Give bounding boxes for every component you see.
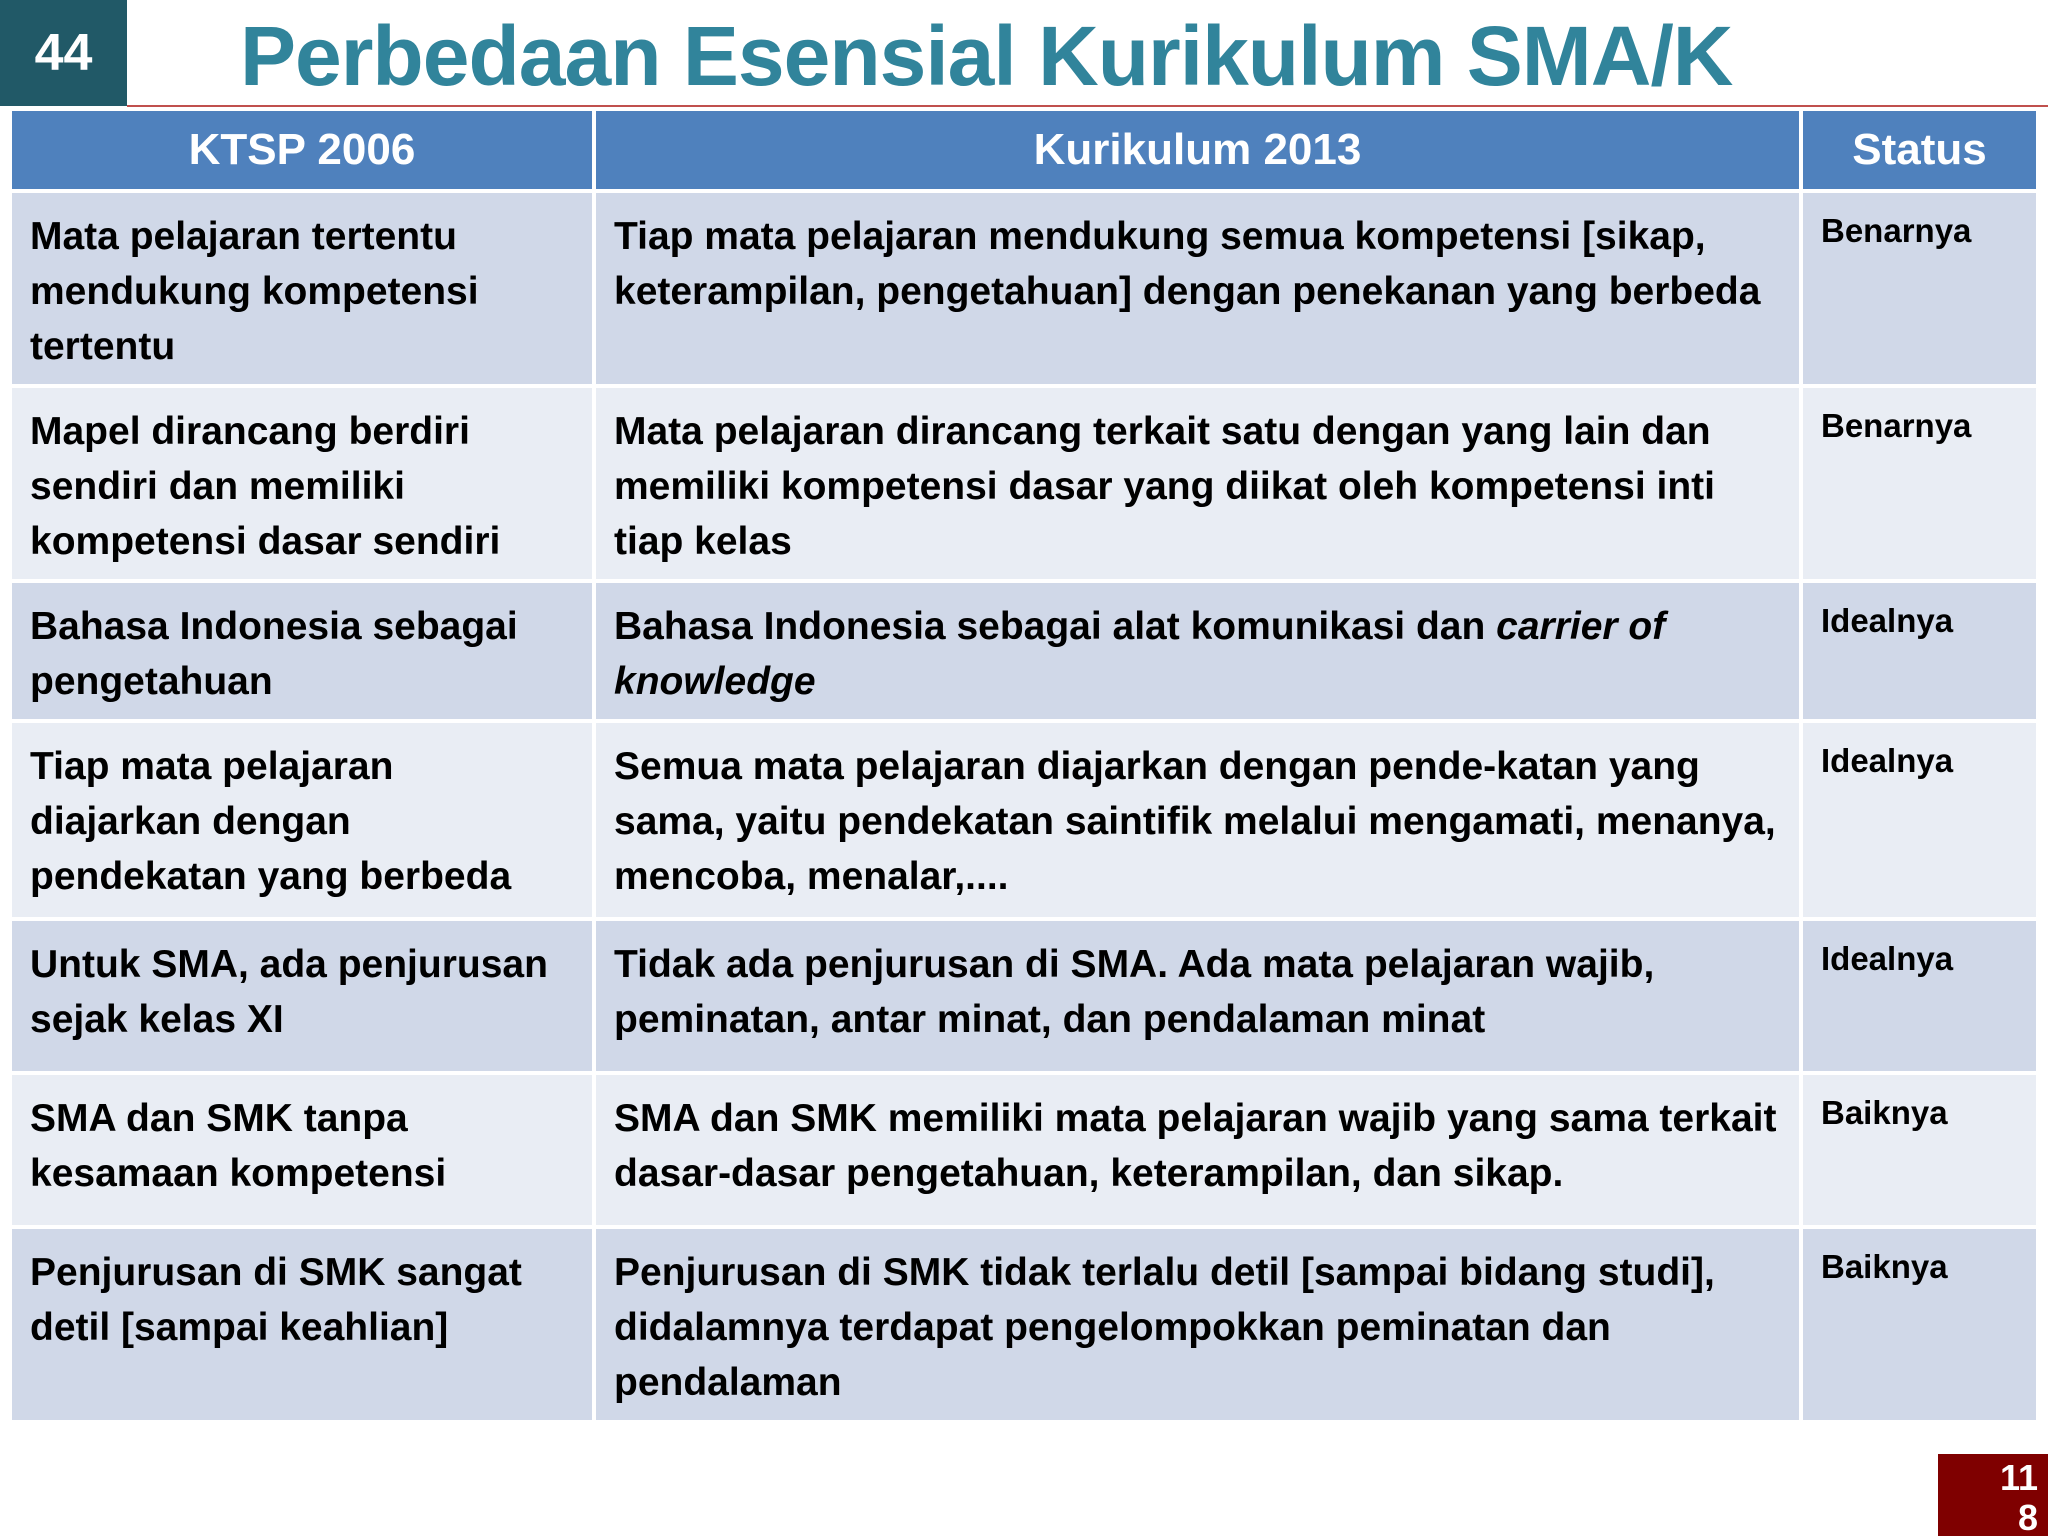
- comparison-table: [8, 107, 2040, 1424]
- cell-ktsp: Mata pelajaran tertentu mendukung kompetensi tertentu: [10, 191, 594, 386]
- cell-ktsp: SMA dan SMK tanpa kesamaan kompetensi: [10, 1073, 594, 1227]
- cell-kurikulum-2013: Tiap mata pelajaran mendukung semua kompetensi [sikap, keterampilan, pengetahuan] dengan penekanan yang berbeda: [594, 191, 1801, 386]
- table-header-row: [10, 109, 2038, 191]
- comparison-table-container: [8, 107, 2036, 1424]
- cell-italic-text: carrier of knowledge: [614, 605, 1666, 703]
- cell-status: Baiknya: [1801, 1227, 2038, 1422]
- page-title: Perbedaan Esensial Kurikulum SMA/K: [240, 9, 1733, 103]
- table-row: [10, 1073, 2038, 1227]
- cell-status: Baiknya: [1801, 1073, 2038, 1227]
- cell-ktsp: Mapel dirancang berdiri sendiri dan memiliki kompetensi dasar sendiri: [10, 386, 594, 581]
- cell-status: Idealnya: [1801, 721, 2038, 919]
- table-row: [10, 919, 2038, 1073]
- cell-status: Benarnya: [1801, 191, 2038, 386]
- cell-kurikulum-2013: Semua mata pelajaran diajarkan dengan pende-katan yang sama, yaitu pendekatan saintifik melalui mengamati, menanya, mencoba, menalar,....: [594, 721, 1801, 919]
- cell-ktsp: Penjurusan di SMK sangat detil [sampai keahlian]: [10, 1227, 594, 1422]
- table-row: [10, 1227, 2038, 1422]
- header-status: Status: [1801, 109, 2038, 191]
- table-row: [10, 721, 2038, 919]
- cell-text: Bahasa Indonesia sebagai alat komunikasi dan: [614, 605, 1486, 648]
- page-number-badge: [1938, 1454, 2048, 1536]
- cell-kurikulum-2013: SMA dan SMK memiliki mata pelajaran wajib yang sama terkait dasar-dasar pengetahuan, keterampilan, dan sikap.: [594, 1073, 1801, 1227]
- table-row: [10, 581, 2038, 721]
- cell-kurikulum-2013: Penjurusan di SMK tidak terlalu detil [sampai bidang studi], didalamnya terdapat pengelompokkan peminatan dan pendalaman: [594, 1227, 1801, 1422]
- table-row: [10, 386, 2038, 581]
- cell-status: Benarnya: [1801, 386, 2038, 581]
- table-row: [10, 191, 2038, 386]
- slide-number: 44: [0, 0, 127, 106]
- cell-ktsp: Bahasa Indonesia sebagai pengetahuan: [10, 581, 594, 721]
- cell-kurikulum-2013: [594, 581, 1801, 721]
- cell-kurikulum-2013: Mata pelajaran dirancang terkait satu dengan yang lain dan memiliki kompetensi dasar yang diikat oleh kompetensi inti tiap kelas: [594, 386, 1801, 581]
- cell-ktsp: Untuk SMA, ada penjurusan sejak kelas XI: [10, 919, 594, 1073]
- cell-status: Idealnya: [1801, 581, 2038, 721]
- cell-ktsp: Tiap mata pelajaran diajarkan dengan pendekatan yang berbeda: [10, 721, 594, 919]
- header-ktsp: KTSP 2006: [10, 109, 594, 191]
- header-kurikulum-2013: Kurikulum 2013: [594, 109, 1801, 191]
- page-number-line-2: 8: [2017, 1497, 2038, 1538]
- cell-kurikulum-2013: Tidak ada penjurusan di SMA. Ada mata pelajaran wajib, peminatan, antar minat, dan pendalaman minat: [594, 919, 1801, 1073]
- page-number-line-1: 11: [1999, 1457, 2038, 1498]
- cell-status: Idealnya: [1801, 919, 2038, 1073]
